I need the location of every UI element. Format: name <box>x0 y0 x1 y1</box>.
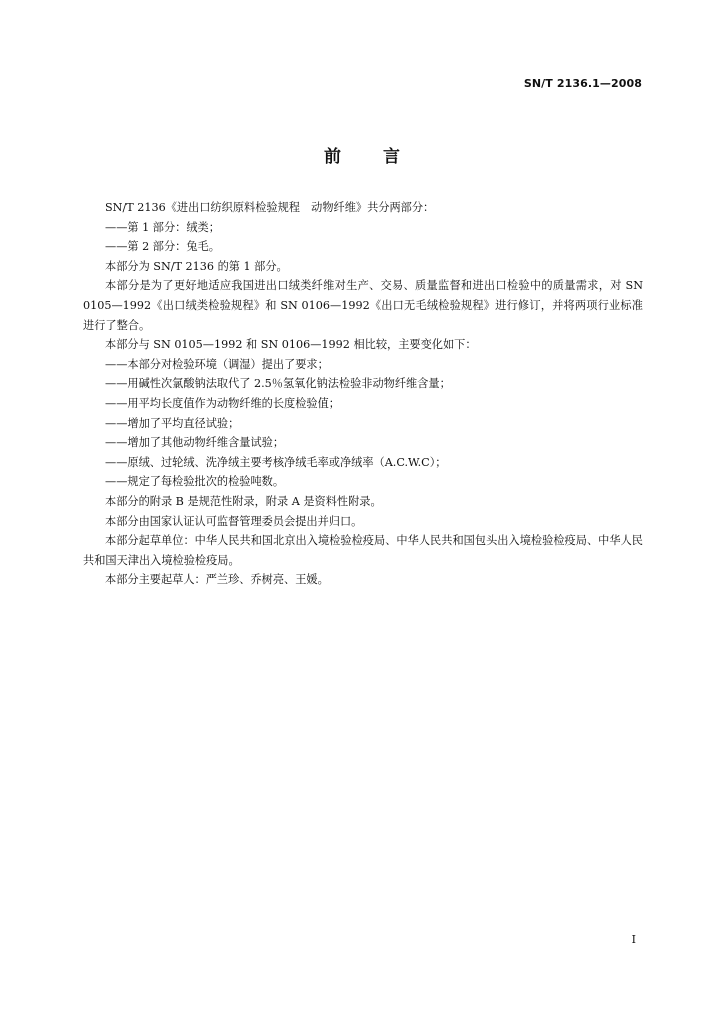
list-item: ——本部分对检验环境（调湿）提出了要求； <box>105 357 329 371</box>
page-number: I <box>631 933 636 946</box>
paragraph: 本部分由国家认证认可监督管理委员会提出并归口。 <box>105 514 363 528</box>
list-item: ——规定了每检验批次的检验吨数。 <box>105 475 285 489</box>
paragraph: 本部分与 SN 0105—1992 和 SN 0106—1992 相比较，主要变化如下： <box>105 338 477 352</box>
list-item: ——用碱性次氯酸钠法取代了 2.5％氢氧化钠法检验非动物纤维含量； <box>105 377 451 391</box>
standard-code: SN/T 2136.1—2008 <box>523 77 642 90</box>
foreword-body <box>83 198 643 590</box>
title-char-1: 前 <box>324 147 341 167</box>
list-item: ——增加了平均直径试验； <box>105 416 240 430</box>
paragraph: 本部分的附录 B 是规范性附录，附录 A 是资料性附录。 <box>105 494 382 508</box>
page-title <box>0 142 724 167</box>
list-item: ——增加了其他动物纤维含量试验； <box>105 436 285 450</box>
paragraph: SN/T 2136《进出口纺织原料检验规程 动物纤维》共分两部分： <box>105 201 435 214</box>
list-item: ——第 2 部分：兔毛。 <box>105 240 220 254</box>
paragraph: 本部分是为了更好地适应我国进出口绒类纤维对生产、交易、质量监督和进出口检验中的质量需求，对 SN 0105—1992《出口绒类检验规程》和 SN 0106—1992《出口无毛绒检验规程》进行修订，并将两项行业标准进行了整合。 <box>83 279 643 332</box>
title-char-2: 言 <box>383 147 400 167</box>
paragraph: 本部分起草单位：中华人民共和国北京出入境检验检疫局、中华人民共和国包头出入境检验检疫局、中华人民共和国天津出入境检验检疫局。 <box>83 534 643 567</box>
paragraph: 本部分为 SN/T 2136 的第 1 部分。 <box>105 259 288 273</box>
list-item: ——原绒、过轮绒、洗净绒主要考核净绒毛率或净绒率（A.C.W.C）； <box>105 455 447 469</box>
list-item: ——第 1 部分：绒类； <box>105 220 220 234</box>
list-item: ——用平均长度值作为动物纤维的长度检验值； <box>105 396 340 410</box>
paragraph: 本部分主要起草人：严兰珍、乔树亮、王媛。 <box>105 573 329 587</box>
